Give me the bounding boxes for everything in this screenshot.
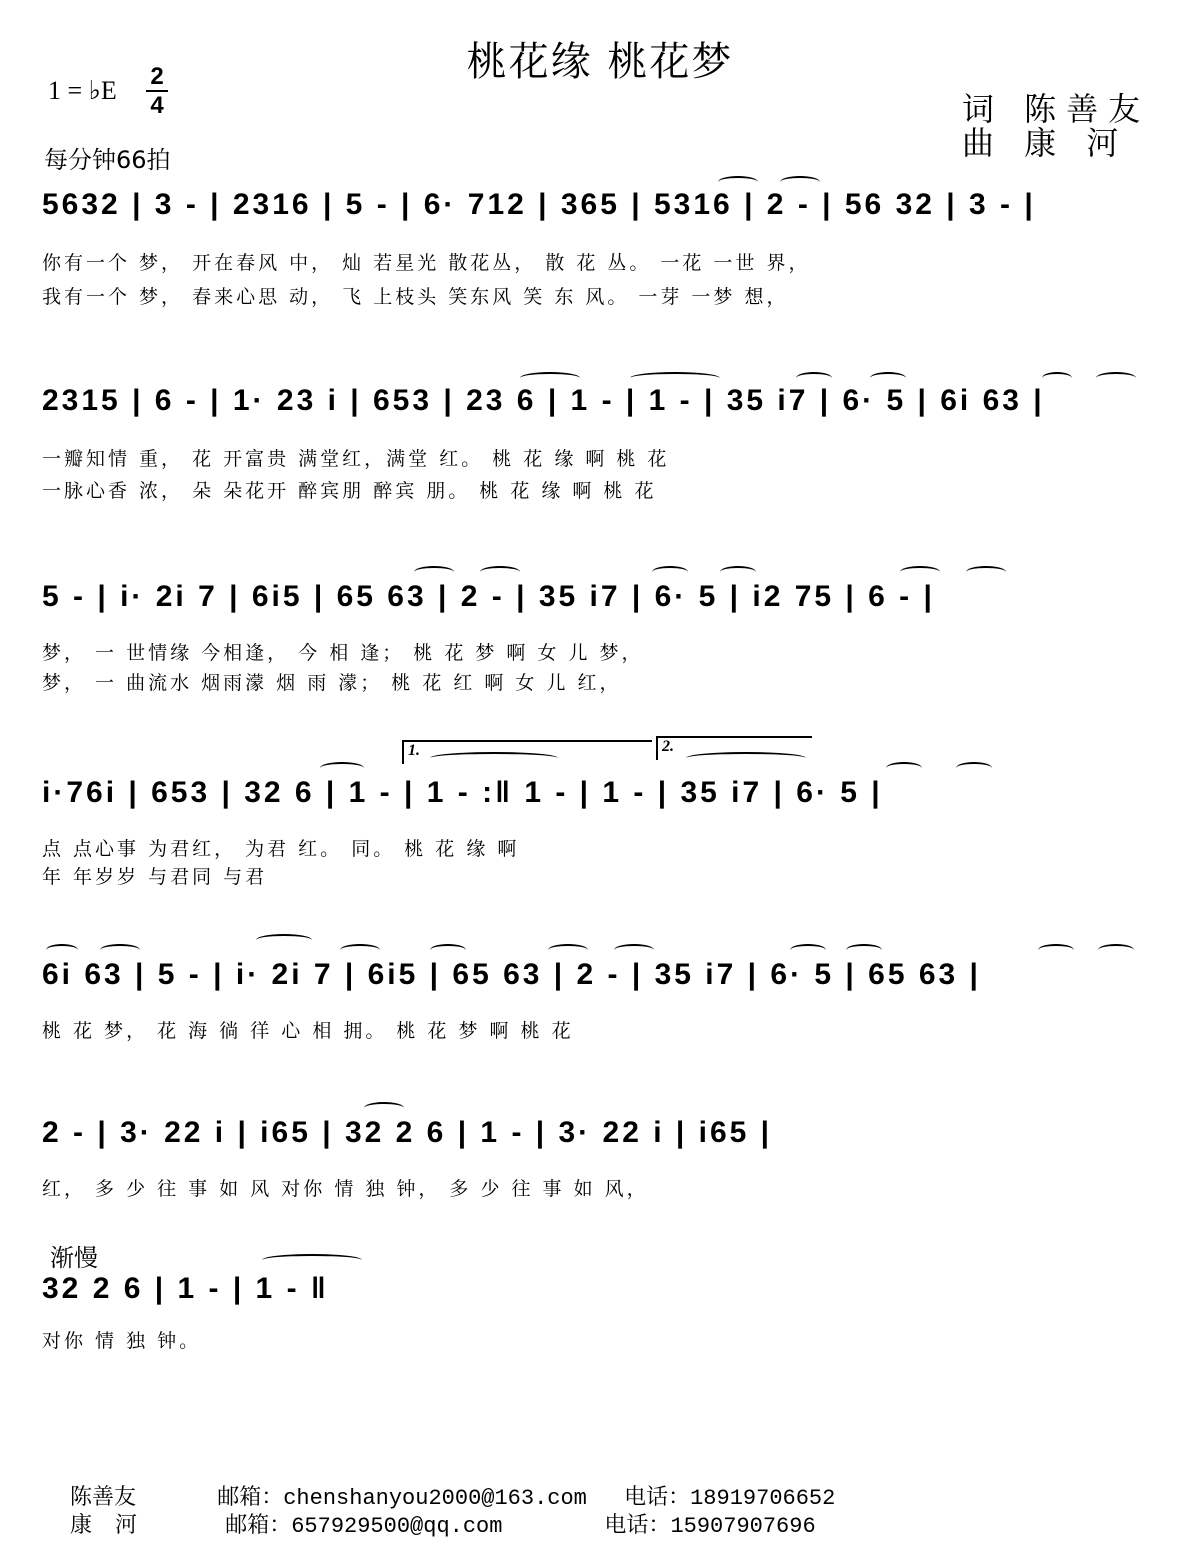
slur: [686, 752, 806, 764]
ritardando-marking: 渐慢: [50, 1244, 98, 1272]
slur: [364, 1102, 404, 1114]
second-ending-bracket: 2.: [656, 736, 812, 760]
slur: [900, 566, 940, 578]
slur: [966, 566, 1006, 578]
email-address[interactable]: 657929500@qq.com: [291, 1514, 503, 1539]
slur: [548, 944, 588, 956]
slur: [1096, 372, 1136, 384]
slur: [340, 944, 380, 956]
system-2-lyrics-verse-2: 一脉心香 浓， 朵 朵花开 醉宾朋 醉宾 朋。 桃 花 缘 啊 桃 花: [42, 480, 657, 502]
system-5-lyrics-verse-1: 桃 花 梦， 花 海 徜 徉 心 相 拥。 桃 花 梦 啊 桃 花: [42, 1020, 574, 1042]
phone-label: 电话：: [604, 1513, 671, 1538]
slur: [520, 372, 580, 384]
slur: [1038, 944, 1074, 956]
phone-label: 电话：: [624, 1485, 691, 1510]
first-ending-bracket: 1.: [402, 740, 652, 764]
email-label: 邮箱：: [217, 1485, 284, 1510]
time-signature: [146, 64, 168, 118]
system-4-lyrics-verse-1: 点 点心事 为君红， 为君 红。 同。 桃 花 缘 啊: [42, 838, 520, 860]
slur: [262, 1254, 362, 1266]
system-1-lyrics-verse-1: 你有一个 梦， 开在春风 中， 灿 若星光 散花丛， 散 花 丛。 一花 一世 界，: [42, 252, 811, 274]
system-6-notes: 2 - | 3· 22 i | i65 | 32 2 6 | 1 - | 3· 22 i | i65 |: [42, 1116, 773, 1149]
slur: [886, 762, 922, 774]
slur: [718, 176, 758, 188]
song-title: 桃花缘 桃花梦: [466, 39, 734, 85]
contact-name: 陈善友: [70, 1485, 137, 1510]
system-6-lyrics-verse-1: 红， 多 少 往 事 如 风 对你 情 独 钟， 多 少 往 事 如 风，: [42, 1178, 649, 1200]
slur: [46, 944, 78, 956]
slur: [100, 944, 140, 956]
system-2-lyrics-verse-1: 一瓣知情 重， 花 开富贵 满堂红，满堂 红。 桃 花 缘 啊 桃 花: [42, 448, 670, 470]
system-5-notes: 6i 63 | 5 - | i· 2i 7 | 6i5 | 65 63 | 2 - | 35 i7 | 6· 5 | 65 63 |: [42, 958, 981, 991]
system-3-lyrics-verse-1: 梦， 一 世情缘 今相逢， 今 相 逢； 桃 花 梦 啊 女 儿 梦，: [42, 642, 644, 664]
slur: [1098, 944, 1134, 956]
system-7-lyrics-verse-1: 对你 情 独 钟。: [42, 1330, 202, 1352]
system-2-notes: 2315 | 6 - | 1· 23 i | 653 | 23 6 | 1 - | 1 - | 35 i7 | 6· 5 | 6i 63 |: [42, 384, 1045, 417]
slur: [414, 566, 454, 578]
slur: [320, 762, 364, 774]
system-1-lyrics-verse-2: 我有一个 梦， 春来心思 动， 飞 上枝头 笑东风 笑 东 风。 一芽 一梦 想，: [42, 286, 789, 308]
system-7-notes: 32 2 6 | 1 - | 1 - ‖: [42, 1272, 329, 1305]
time-signature-top: 2: [150, 63, 164, 90]
slur: [1042, 372, 1072, 384]
slur: [256, 934, 312, 946]
slur: [956, 762, 992, 774]
slur: [790, 944, 826, 956]
slur: [780, 176, 820, 188]
slur: [430, 752, 558, 764]
lyricist-credit: 词 陈善友: [962, 90, 1151, 128]
system-3-lyrics-verse-2: 梦， 一 曲流水 烟雨濛 烟 雨 濛； 桃 花 红 啊 女 儿 红，: [42, 672, 622, 694]
contact-row-2: [70, 1508, 816, 1539]
slur: [870, 372, 906, 384]
system-4-lyrics-verse-2: 年 年岁岁 与君同 与君: [42, 866, 268, 888]
tempo-marking: 每分钟66拍: [44, 146, 171, 174]
email-address[interactable]: chenshanyou2000@163.com: [283, 1486, 587, 1511]
time-signature-bottom: 4: [150, 92, 164, 119]
contact-name: 康 河: [70, 1513, 145, 1538]
phone-number: 18919706652: [690, 1486, 836, 1511]
slur: [480, 566, 520, 578]
email-label: 邮箱：: [225, 1513, 292, 1538]
contact-row-1: [70, 1480, 835, 1511]
system-3-notes: 5 - | i· 2i 7 | 6i5 | 65 63 | 2 - | 35 i7 | 6· 5 | i2 75 | 6 - |: [42, 580, 935, 613]
slur: [720, 566, 756, 578]
slur: [630, 372, 720, 384]
slur: [652, 566, 688, 578]
slur: [796, 372, 832, 384]
slur: [846, 944, 882, 956]
key-signature: 1 = ♭E: [48, 76, 117, 105]
system-4-notes: i·76i | 653 | 32 6 | 1 - | 1 - :‖ 1 - | 1 - | 35 i7 | 6· 5 |: [42, 776, 883, 809]
slur: [614, 944, 654, 956]
system-1-notes: 5632 | 3 - | 2316 | 5 - | 6· 712 | 365 | 5316 | 2 - | 56 32 | 3 - |: [42, 188, 1036, 221]
slur: [430, 944, 466, 956]
phone-number: 15907907696: [670, 1514, 816, 1539]
composer-credit: 曲 康 河: [962, 124, 1129, 162]
